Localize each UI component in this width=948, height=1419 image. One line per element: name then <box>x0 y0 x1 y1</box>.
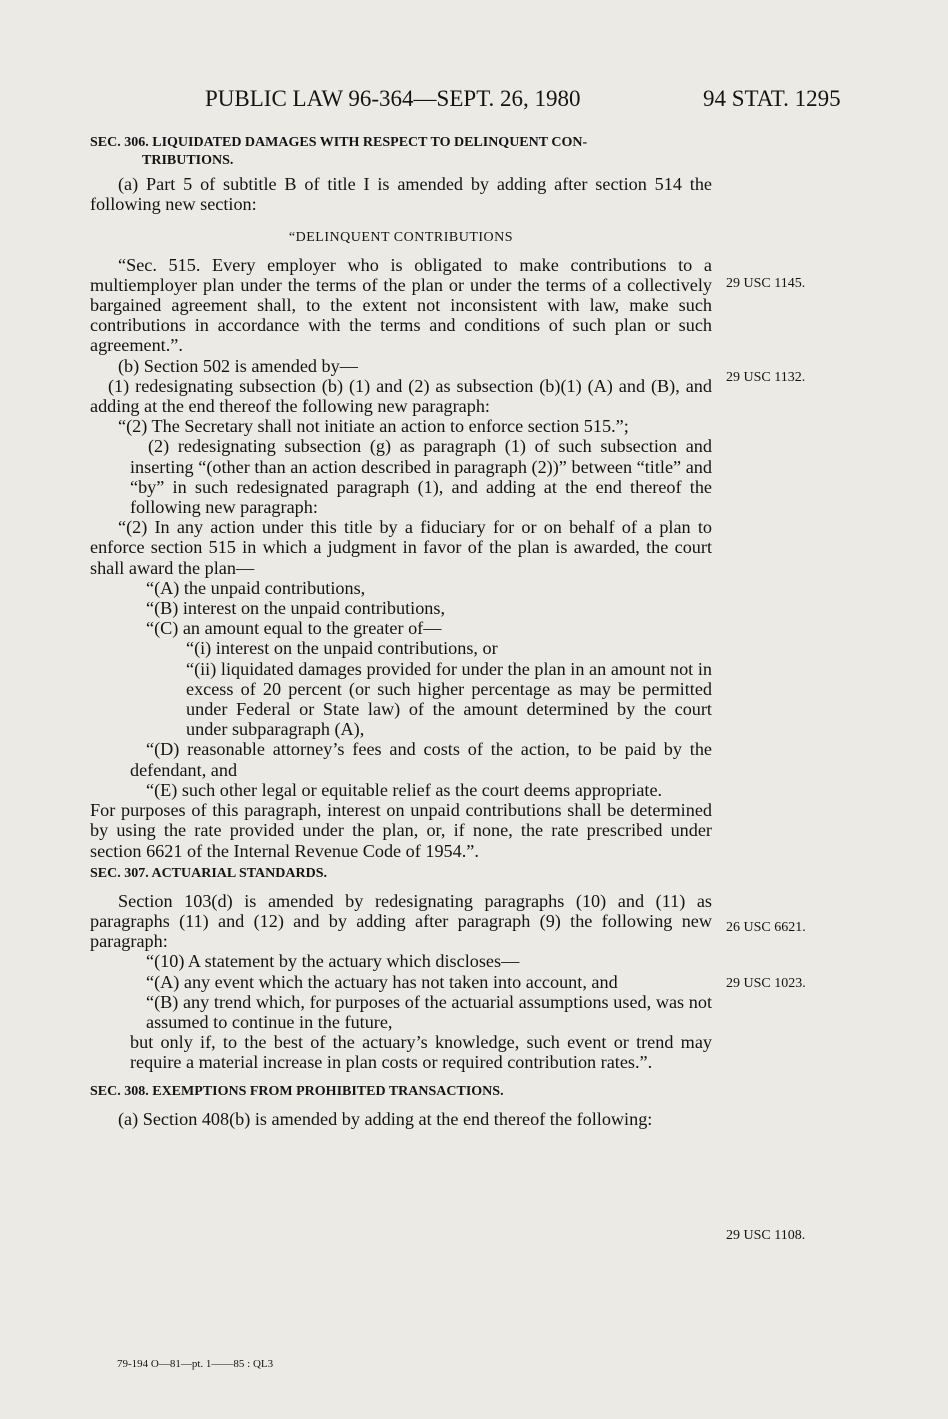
margin-note-29-usc-1108: 29 USC 1108. <box>726 1228 806 1243</box>
statute-page: 94 STAT. 1295 <box>703 86 841 111</box>
section-307-heading: SEC. 307. ACTUARIAL STANDARDS. <box>90 865 328 881</box>
sec306-item-A: “(A) the unpaid contributions, <box>146 577 366 598</box>
sec306-item-Cii: “(ii) liquidated damages provided for under the plan in an amount not in excess of 20 percent (or such higher percentage as may be permitted under Federal or State law) of the amount determined by the court under subparagraph (A), <box>186 658 712 740</box>
sec308-subsection-a: (a) Section 408(b) is amended by adding at the end thereof the following: <box>118 1108 653 1129</box>
margin-note-29-usc-1023: 29 USC 1023. <box>726 976 806 991</box>
margin-note-29-usc-1132: 29 USC 1132. <box>726 370 806 385</box>
running-header <box>0 86 948 116</box>
sec306-subsection-a: (a) Part 5 of subtitle B of title I is amended by adding after section 514 the following new section: <box>90 174 712 215</box>
section-308-heading: SEC. 308. EXEMPTIONS FROM PROHIBITED TRANSACTIONS. <box>90 1083 504 1099</box>
margin-note-29-usc-1145: 29 USC 1145. <box>726 276 806 291</box>
body-text <box>90 130 712 1129</box>
sec306-b-2: (2) redesignating subsection (g) as paragraph (1) of such subsection and inserting “(other than an action described in paragraph (2))” between “title” and “by” in such redesignated paragraph (1), and adding at the end thereof the following new paragraph: <box>130 436 712 518</box>
sec306-item-Ci: “(i) interest on the unpaid contributions, or <box>186 638 498 659</box>
sec306-item-E: “(E) such other legal or equitable relief as the court deems appropriate. <box>146 779 663 800</box>
section-306-heading: SEC. 306. LIQUIDATED DAMAGES WITH RESPECT TO DELINQUENT CON- TRIBUTIONS. <box>90 135 588 168</box>
sec307-tail: but only if, to the best of the actuary’s knowledge, such event or trend may require a material increase in plan costs or required contribution rates.”. <box>130 1032 712 1073</box>
sec515-text: “Sec. 515. Every employer who is obligated to make contributions to a multiemployer plan under the terms of the plan or under the terms of a collectively bargained agreement shall, to the extent not inconsistent with law, make such contributions in accordance with the terms and conditions of such plan or such agreement.”. <box>90 254 712 356</box>
sec307-para-10: “(10) A statement by the actuary which discloses— <box>146 951 520 972</box>
sec307-para-A: “(A) any event which the actuary has not taken into account, and <box>146 971 618 992</box>
sec306-purposes: For purposes of this paragraph, interest on unpaid contributions shall be determined by using the rate provided under the plan, or, if none, the rate prescribed under section 6621 of the Internal Revenue Code of 1954.”. <box>90 800 712 861</box>
sec306-item-D: “(D) reasonable attorney’s fees and costs of the action, to be paid by the defendant, and <box>130 739 712 780</box>
sec306-b-1: (1) redesignating subsection (b) (1) and (2) as subsection (b)(1) (A) and (B), and adding at the end thereof the following new paragraph: <box>90 375 712 417</box>
sec306-item-B: “(B) interest on the unpaid contributions, <box>146 598 446 619</box>
margin-note-26-usc-6621: 26 USC 6621. <box>726 920 806 935</box>
sec306-b-1-quote: “(2) The Secretary shall not initiate an action to enforce section 515.”; <box>118 416 629 437</box>
print-footer: 79-194 O—81—pt. 1——85 : QL3 <box>117 1358 274 1370</box>
sec307-text: Section 103(d) is amended by redesignating paragraphs (10) and (11) as paragraphs (11) and (12) and by adding after paragraph (9) the following new paragraph: <box>90 890 712 952</box>
sec306-b-2-quote: “(2) In any action under this title by a fiduciary for or on behalf of a plan to enforce section 515 in which a judgment in favor of the plan is awarded, the court shall award the plan— <box>90 517 712 578</box>
sec306-subsection-b: (b) Section 502 is amended by— <box>118 355 358 376</box>
delinquent-contributions-heading: “DELINQUENT CONTRIBUTIONS <box>288 230 514 246</box>
law-title: PUBLIC LAW 96-364—SEPT. 26, 1980 <box>205 86 581 111</box>
sec306-item-C: “(C) an amount equal to the greater of— <box>146 618 442 639</box>
sec307-para-B: “(B) any trend which, for purposes of the actuarial assumptions used, was not assumed to continue in the future, <box>146 991 712 1032</box>
